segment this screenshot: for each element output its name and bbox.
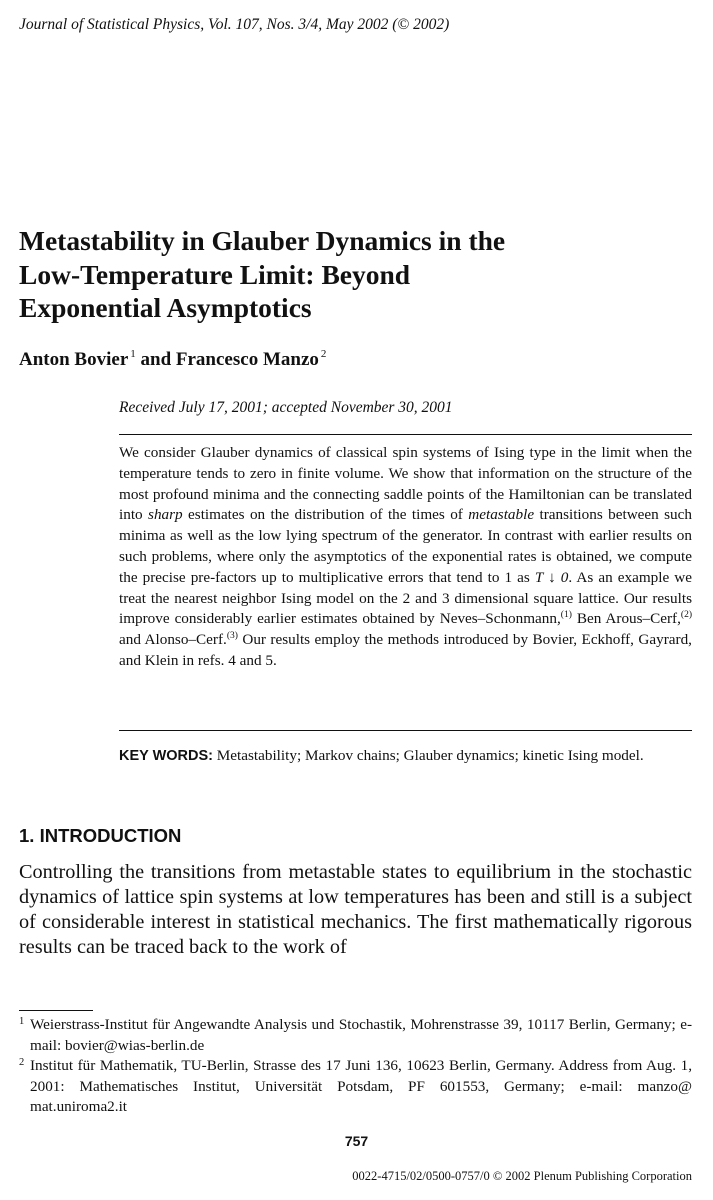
author-name-1: Anton Bovier (19, 349, 129, 370)
abstract-emphasis-sharp: sharp (148, 506, 183, 524)
intro-paragraph: Controlling the transitions from metastable states to equilibrium in the stochastic dynamics of lattice spin systems at low temperatures has been and still is a subject of considerable interest in statistical mechanics. The first mathematically rigorous results can be traced back to the work of (19, 861, 692, 958)
section-heading (19, 825, 181, 847)
footnote-1 (19, 1015, 692, 1056)
abstract-bottom-rule (119, 730, 692, 731)
abstract (119, 443, 692, 672)
footnote-mark-1: 1 (19, 1016, 25, 1027)
title-line-1: Metastability in Glauber Dynamics in the (19, 225, 506, 256)
footnote-2 (19, 1056, 692, 1118)
abstract-text-5: Ben Arous–Cerf, (571, 610, 681, 628)
section-number: 1. (19, 825, 35, 846)
received-dates: Received July 17, 2001; accepted November 30, 2001 (119, 399, 453, 416)
footnote-mark-2: 2 (19, 1057, 25, 1068)
citation-ref-1[interactable]: (1) (560, 610, 572, 621)
abstract-text-3: transitions between such minima as well as the low lying spectrum of the generator. In contrast with earlier results on such problems, where only the asymptotics of the exponential rates is obtained, we compute the precise pre-factors up to multiplicative errors that tend to 1 as (119, 506, 692, 586)
journal-header: Journal of Statistical Physics, Vol. 107, Nos. 3/4, May 2002 (© 2002) (19, 16, 450, 33)
abstract-math-limit: T ↓ 0 (534, 568, 569, 586)
issn-line: 0022-4715/02/0500-0757/0 © 2002 Plenum Publishing Corporation (352, 1169, 692, 1183)
page-number: 757 (344, 1133, 369, 1149)
title-line-3: Exponential Asymptotics (19, 292, 312, 323)
footnote-rule (19, 1010, 93, 1011)
abstract-top-rule (119, 434, 692, 435)
abstract-text-6: and Alonso–Cerf. (119, 631, 227, 649)
citation-ref-2[interactable]: (2) (680, 610, 692, 621)
author-list (19, 348, 326, 371)
paper-title (19, 224, 639, 325)
keywords-text: Metastability; Markov chains; Glauber dynamics; kinetic Ising model. (213, 747, 644, 764)
keywords-label: KEY WORDS: (119, 748, 213, 764)
author-name-2: Francesco Manzo (175, 349, 319, 370)
section-title: INTRODUCTION (39, 825, 182, 846)
footnote-text-2: Institut für Mathematik, TU-Berlin, Strasse des 17 Juni 136, 10623 Berlin, Germany. Address from Aug. 1, 2001: Mathematisches Institut, Universität Potsdam, PF 601553, Germany; e-mail: manzo@ mat.uniroma2.it (30, 1057, 692, 1116)
abstract-emphasis-metastable: metastable (468, 506, 535, 524)
keywords (119, 746, 692, 767)
author-affiliation-mark-2[interactable]: 2 (320, 348, 327, 360)
citation-ref-3[interactable]: (3) (226, 631, 238, 642)
abstract-text-7: Our results employ the methods introduced by Bovier, Eckhoff, Gayrard, and Klein in refs. 4 and 5. (119, 631, 692, 669)
author-affiliation-mark-1[interactable]: 1 (130, 348, 136, 360)
abstract-text-1: We consider Glauber dynamics of classical spin systems of Ising type in the limit when the temperature tends to zero in finite volume. We show that information on the structure of the most profound minima and the connecting saddle points of the Hamiltonian can be translated into (119, 444, 692, 524)
title-line-2: Low-Temperature Limit: Beyond (19, 258, 411, 290)
abstract-text-4: . As an example we treat the nearest neighbor Ising model on the 2 and 3 dimensional square lattice. Our results improve considerably earlier estimates obtained by Neves–Schonmann, (119, 568, 692, 628)
author-connector: and (140, 349, 172, 370)
footnote-text-1: Weierstrass-Institut für Angewandte Analysis und Stochastik, Mohrenstrasse 39, 10117 Berlin, Germany; e-mail: bovier@wias-berlin.de (30, 1016, 692, 1054)
abstract-text-2: estimates on the distribution of the times of (182, 506, 469, 524)
